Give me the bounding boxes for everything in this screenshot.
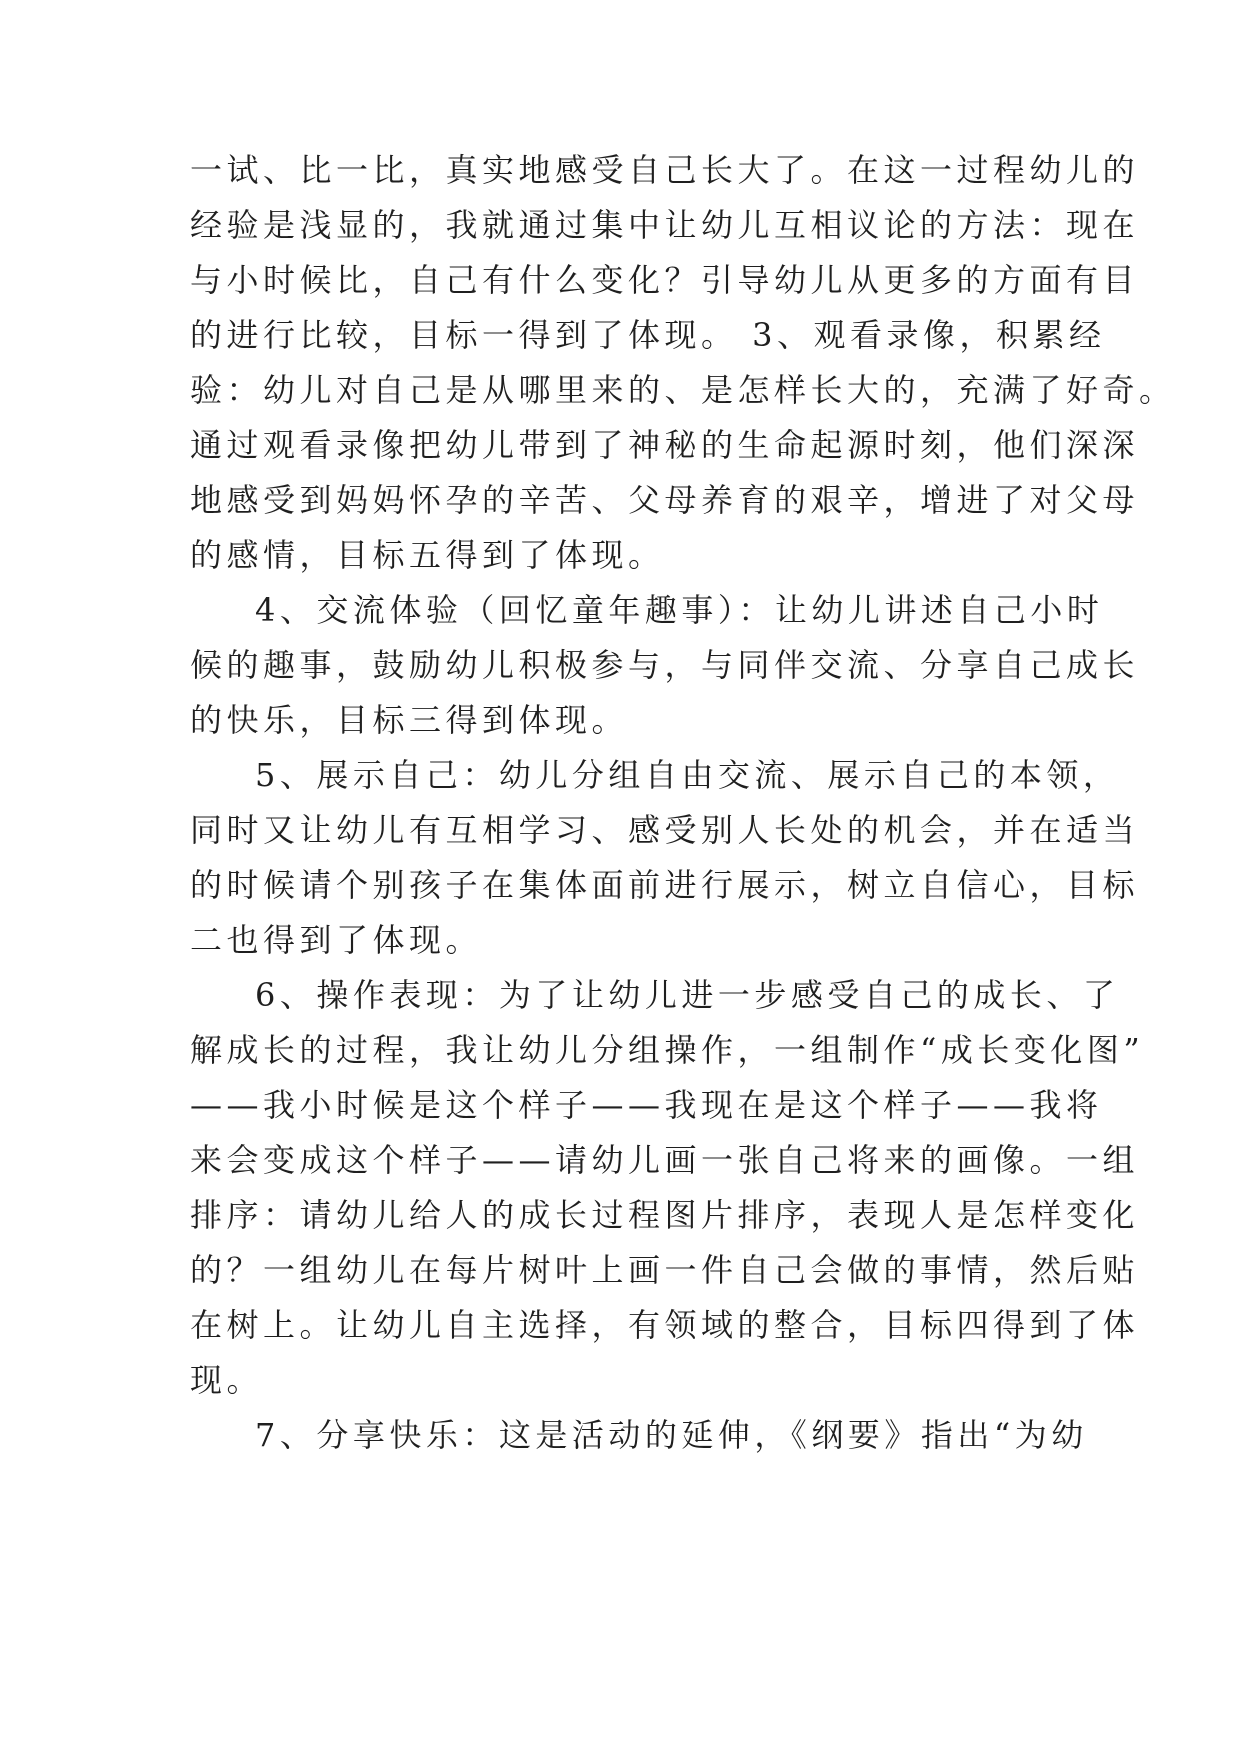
text-line: 与小时候比，自己有什么变化？引导幼儿从更多的方面有目 <box>190 261 1140 299</box>
text-line: 候的趣事，鼓励幼儿积极参与，与同伴交流、分享自己成长 <box>190 646 1140 684</box>
text-line: 的感情，目标五得到了体现。 <box>190 536 665 574</box>
text-line: 同时又让幼儿有互相学习、感受别人长处的机会，并在适当 <box>190 811 1140 849</box>
paragraph-start: 6、操作表现：为了让幼儿进一步感受自己的成长、了 <box>255 976 1120 1014</box>
text-line: 在树上。让幼儿自主选择，有领域的整合，目标四得到了体 <box>190 1306 1140 1344</box>
text-line: 一试、比一比，真实地感受自己长大了。在这一过程幼儿的 <box>190 151 1140 189</box>
text-line: 来会变成这个样子——请幼儿画一张自己将来的画像。一组 <box>190 1141 1140 1179</box>
paragraph-start: 5、展示自己：幼儿分组自由交流、展示自己的本领， <box>255 756 1120 794</box>
text-line: 的快乐，目标三得到体现。 <box>190 701 629 739</box>
text-line: 的时候请个别孩子在集体面前进行展示，树立自信心，目标 <box>190 866 1140 904</box>
text-line: 地感受到妈妈怀孕的辛苦、父母养育的艰辛，增进了对父母 <box>190 481 1140 519</box>
text-line: 验：幼儿对自己是从哪里来的、是怎样长大的，充满了好奇。 <box>190 371 1176 409</box>
text-line: 解成长的过程，我让幼儿分组操作，一组制作“成长变化图” <box>190 1031 1145 1069</box>
paragraph-start: 4、交流体验（回忆童年趣事）：让幼儿讲述自己小时 <box>255 591 1104 629</box>
text-line: 二也得到了体现。 <box>190 921 483 959</box>
text-line: 排序：请幼儿给人的成长过程图片排序，表现人是怎样变化 <box>190 1196 1140 1234</box>
paragraph-start: 7、分享快乐：这是活动的延伸，《纲要》指出“为幼 <box>255 1416 1088 1454</box>
text-line: ——我小时候是这个样子——我现在是这个样子——我将 <box>190 1086 1103 1124</box>
text-line: 经验是浅显的，我就通过集中让幼儿互相议论的方法：现在 <box>190 206 1140 244</box>
text-line: 的进行比较，目标一得到了体现。 3、观看录像，积累经 <box>190 316 1106 354</box>
text-line: 通过观看录像把幼儿带到了神秘的生命起源时刻，他们深深 <box>190 426 1140 464</box>
text-line: 现。 <box>190 1361 264 1399</box>
text-line: 的？一组幼儿在每片树叶上画一件自己会做的事情，然后贴 <box>190 1251 1140 1289</box>
